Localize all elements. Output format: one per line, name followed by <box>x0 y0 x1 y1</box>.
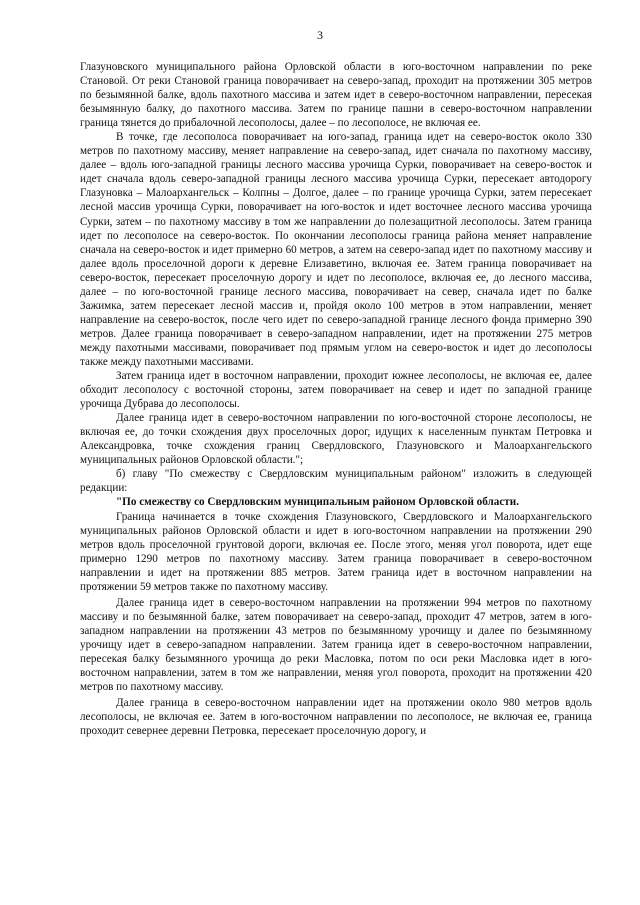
section-heading: "По смежеству со Свердловским муниципальным районом Орловской области. <box>116 496 519 509</box>
paragraph-vostok: Затем граница идет в восточном направлении, проходит южнее лесополосы, не включая ее, далее обходит лесополосу с восточной стороны, затем поворачивает на север и идет по западной границе урочища Дубрава до лесополосы. <box>80 370 592 411</box>
paragraph-severo-vostok: Далее граница идет в северо-восточном направлении по юго-восточной стороне лесополосы, не включая ее, до точки схождения двух проселочных дорог, идущих к населенным пунктам Петровка и Александровка, точке схождения границ Свердловского, Глазуновского и Малоархангельского муниципальных районов Орловской области."; <box>80 412 592 467</box>
page-number: 3 <box>317 28 323 42</box>
paragraph-lesopolosa: В точке, где лесополоса поворачивает на юго-запад, граница идет на северо-восток около 330 метров по пахотному массиву, меняет направление на северо-запад, идет сначала по пахотному массиву, далее – вдоль юго-западной границы лесного массива урочища Сурки, поворачивает на северо-восток и идет сначала вдоль северо-западной границы лесного массива урочища Сурки, пересекает автодорогу Глазуновка – Малоархангельск – Колпны – Долгое, далее – по границе урочища Сурки, затем пересекает лесной массив урочища Сурки, поворачивает на юго-восток и идет восточнее лесного массива урочища Сурки, затем – по пахотному массиву в том же направлении до полезащитной лесополосы. Затем граница идет по лесополосе на северо-восток. По окончании лесополосы граница района меняет направление сначала на северо-восток и идет примерно 60 метров, а затем на северо-запад идет по пахотному массиву и далее вдоль проселочной дороги к деревне Елизаветино, включая ее. Затем граница поворачивает на северо-восток, пересекает проселочную дорогу и идет по лесополосе, включая ее, до лесного массива, далее – по юго-восточной границе лесного массива, поворачивает на север, сначала идет по балке Зажимка, затем пересекает лесной массив и, пройдя около 100 метров в этом направлении, меняет направление на северо-восток, после чего идет по северо-западной границе лесного фонда примерно 390 метров. Далее граница поворачивает в северо-западном направлении, идет на протяжении 275 метров между пахотными массивами, поворачивает под прямым углом на северо-восток и идет до лесополосы также между пахотными массивами. <box>80 131 592 368</box>
paragraph-granitsa-nachinaetsya: Граница начинается в точке схождения Глазуновского, Свердловского и Малоархангельского муниципальных районов Орловской области и идет в юго-восточном направлении на протяжении 290 метров вдоль проселочной грунтовой дороги, включая ее. После этого, меняя угол поворота, идет еще примерно 1290 метров по пахотному массиву. Затем граница поворачивает в северо-восточном направлении и идет на протяжении 885 метров. Затем граница идет в восточном направлении на протяжении 59 метров также по пахотному массиву. <box>80 510 592 593</box>
document-body <box>80 60 592 738</box>
paragraph-continuation: Глазуновского муниципального района Орловской области в юго-восточном направлении по реке Становой. От реки Становой граница поворачивает на северо-запад, проходит на протяжении 305 метров по безымянной балке, вдоль пахотного массива и затем идет в северо-восточном направлении, пересекая безымянную балку, до пахотного массива. Затем по границе пашни в северо-восточном направлении граница тянется до прибалочной лесополосы, далее – по лесополосе, не включая ее. <box>80 61 592 130</box>
paragraph-994-metrov: Далее граница идет в северо-восточном направлении на протяжении 994 метров по пахотному массиву и по безымянной балке, затем поворачивает на северо-запад, проходит 47 метров, затем в юго-западном направлении на протяжении 43 метров по безымянному урочищу и далее по безымянному урочищу идет в северо-западном направлении. Затем граница идет в северо-восточном направлении, пересекая балку безымянного урочища до реки Масловка, потом по оси реки Масловка идет в юго-восточном направлении, затем в том же направлении, меняя угол поворота, проходит на протяжении 420 метров по пахотному массиву. <box>80 596 592 694</box>
paragraph-amendment-b: б) главу "По смежеству с Свердловским муниципальным районом" изложить в следующей редакции: <box>80 468 592 495</box>
paragraph-980-metrov: Далее граница в северо-восточном направлении идет на протяжении около 980 метров вдоль лесополосы, не включая ее. Затем в юго-восточном направлении по лесополосе, не включая ее, граница проходит севернее деревни Петровка, пересекает проселочную дорогу, и <box>80 697 592 738</box>
